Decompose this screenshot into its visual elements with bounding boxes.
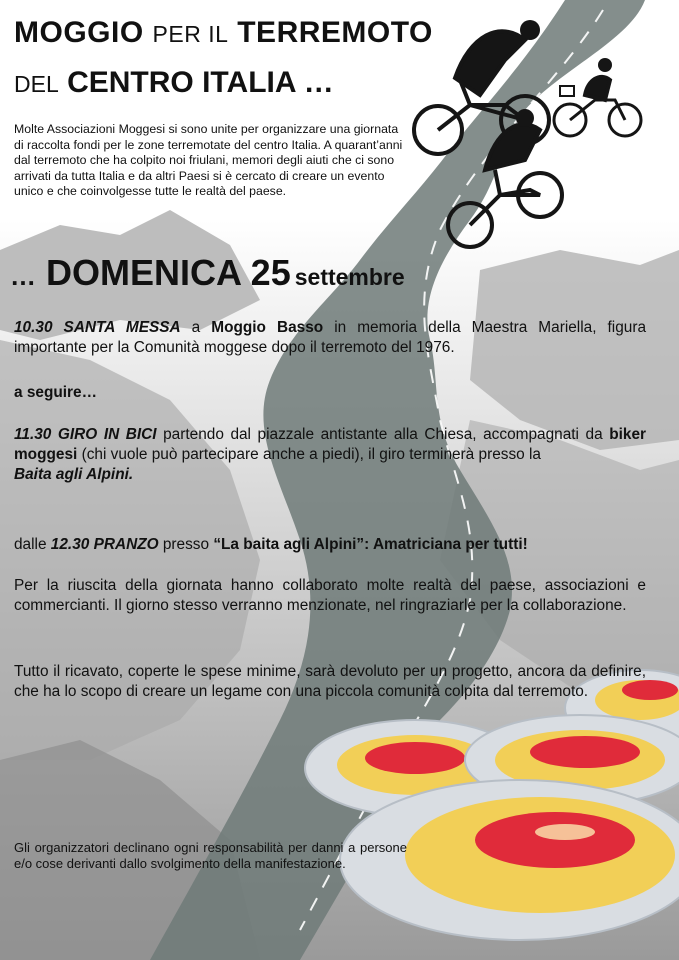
bike-text-1: partendo dal piazzale antistante alla Chiesa, accompagnati da	[156, 426, 610, 443]
bike-destination: Baita agli Alpini.	[14, 466, 134, 483]
mass-paragraph	[14, 318, 646, 358]
lunch-place: “La baita agli Alpini”: Amatriciana per tutti!	[213, 536, 528, 553]
mass-text-1: a	[180, 319, 212, 336]
poster-title-line-2	[14, 66, 334, 100]
date-prefix: …	[10, 261, 36, 291]
lunch-time-event: 12.30 PRANZO	[50, 536, 159, 553]
mass-time-event: 10.30 SANTA MESSA	[14, 319, 181, 336]
lunch-paragraph	[14, 535, 646, 555]
disclaimer-paragraph: Gli organizzatori declinano ogni responsabilità per danni a persone e/o cose derivanti dallo svolgimento della manifestazione.	[14, 840, 407, 871]
mass-text-2: in memoria della Maestra Mariella, figura importante per la Comunità moggese dopo il terremoto del 1976.	[14, 319, 646, 356]
thanks-paragraph: Per la riuscita della giornata hanno collaborato molte realtà del paese, associazioni e commercianti. Il giorno stesso verranno menzionate, nel ringraziarle per la collaborazione.	[14, 577, 646, 614]
bike-time-event: 11.30 GIRO IN BICI	[14, 426, 157, 443]
title-word-centro-italia: CENTRO ITALIA …	[67, 66, 334, 99]
poster-title-line-1	[14, 16, 433, 50]
title-word-per-il: PER IL	[152, 21, 229, 47]
bike-paragraph	[14, 425, 646, 485]
proceeds-paragraph: Tutto il ricavato, coperte le spese minime, sarà devoluto per un progetto, ancora da definire, che ha lo scopo di creare un legame con una piccola comunità colpita dal terremoto.	[14, 663, 646, 700]
event-date	[10, 252, 405, 294]
bike-bikers: biker moggesi	[14, 426, 646, 463]
intro-paragraph: Molte Associazioni Moggesi si sono unite per organizzare una giornata di raccolta fondi per le zone terremotate del centro Italia. A quarant’anni dal terremoto che ha colpito noi friulani, memori degli aiuti che ci sono arrivati da tutta Italia e da altri Paesi si è cercato di creare un evento unico e che coinvolgesse tutte le realtà del paese.	[14, 122, 403, 198]
mass-place: Moggio Basso	[211, 319, 324, 336]
lunch-text-2: presso	[158, 536, 214, 553]
date-day: DOMENICA 25	[46, 252, 291, 293]
lunch-text-1: dalle	[14, 536, 51, 553]
title-word-terremoto: TERREMOTO	[237, 16, 433, 49]
date-month: settembre	[294, 264, 405, 290]
title-word-del: DEL	[14, 71, 59, 97]
title-word-moggio: MOGGIO	[14, 16, 144, 49]
bike-text-2: (chi vuole può partecipare anche a piedi), il giro terminerà presso la	[77, 446, 541, 463]
following-label: a seguire…	[14, 384, 97, 401]
